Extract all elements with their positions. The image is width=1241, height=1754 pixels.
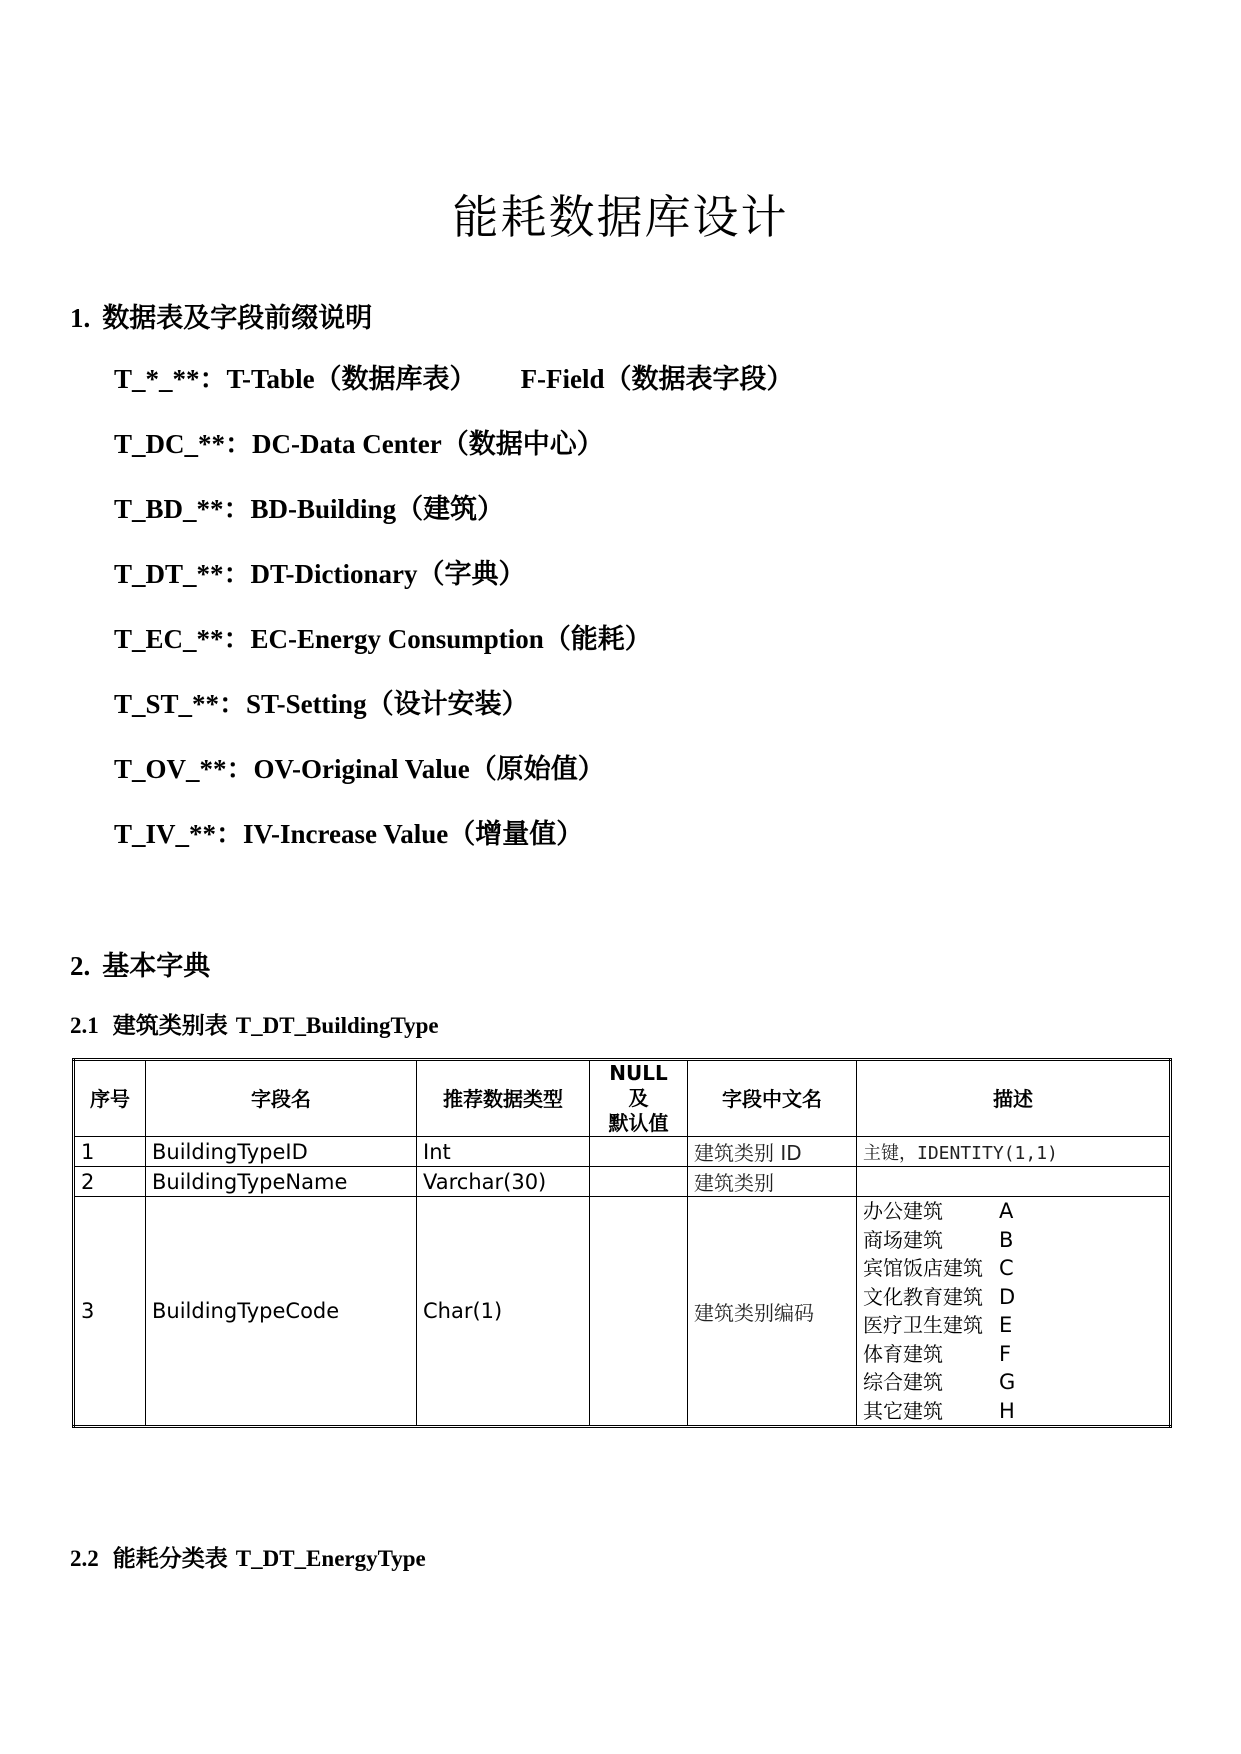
code-list-item — [863, 1226, 1163, 1255]
subsection-2-1-heading — [70, 1007, 439, 1040]
section-1-title: 数据表及字段前缀说明 — [102, 303, 373, 334]
header-null-line1: NULL 及 — [609, 1061, 668, 1110]
section-1-number: 1. — [70, 303, 91, 333]
code-name: 宾馆饭店建筑 — [863, 1256, 983, 1280]
subsection-2-1-title-en: T_DT_BuildingType — [235, 1013, 439, 1038]
subsection-2-2-heading — [70, 1540, 426, 1573]
cell-type: Int — [417, 1137, 590, 1167]
cell-desc-text: 主键，IDENTITY(1,1) — [863, 1142, 1058, 1164]
prefix-line — [114, 552, 526, 591]
cell-field: BuildingTypeName — [146, 1167, 417, 1197]
cell-type: Varchar(30) — [417, 1167, 590, 1197]
code-list-item — [863, 1368, 1163, 1397]
section-2-heading — [70, 944, 210, 983]
subsection-2-1-title-cn: 建筑类别表 — [112, 1012, 228, 1039]
section-1-heading — [70, 296, 372, 335]
code-list-item — [863, 1197, 1163, 1226]
table-row — [74, 1137, 1171, 1167]
prefix-text: T_OV_**：OV-Original Value（原始值） — [114, 754, 605, 784]
prefix-text: T_DC_**：DC-Data Center（数据中心） — [114, 429, 604, 459]
header-desc: 描述 — [857, 1060, 1171, 1137]
cell-cn-name: 建筑类别 — [688, 1167, 857, 1197]
subsection-2-2-title-en: T_DT_EnergyType — [235, 1546, 426, 1571]
cell-cn-name-text: 建筑类别 — [694, 1141, 774, 1165]
code-name: 文化教育建筑 — [863, 1284, 983, 1309]
prefix-line — [114, 422, 604, 461]
table-header-row — [74, 1060, 1171, 1137]
cell-field: BuildingTypeID — [146, 1137, 417, 1167]
cell-desc — [857, 1167, 1171, 1197]
cell-seq: 1 — [74, 1137, 146, 1167]
code-value: F — [999, 1341, 1012, 1366]
code-name: 办公建筑 — [863, 1199, 943, 1223]
code-list-item — [863, 1311, 1163, 1340]
prefix-line — [114, 487, 504, 526]
code-list-item — [863, 1397, 1163, 1426]
header-cn-name: 字段中文名 — [688, 1060, 857, 1137]
cell-seq: 3 — [74, 1197, 146, 1427]
subsection-2-1-number: 2.1 — [70, 1013, 99, 1038]
header-data-type: 推荐数据类型 — [417, 1060, 590, 1137]
header-null-line2: 默认值 — [608, 1111, 669, 1135]
header-null-default — [590, 1060, 688, 1137]
cell-null-default — [590, 1167, 688, 1197]
code-value: A — [999, 1199, 1014, 1223]
code-value: H — [999, 1398, 1015, 1423]
subsection-2-2-title-cn: 能耗分类表 — [112, 1545, 228, 1572]
subsection-2-2-number: 2.2 — [70, 1546, 99, 1571]
header-field-name: 字段名 — [146, 1060, 417, 1137]
code-list-item — [863, 1340, 1163, 1369]
cell-type: Char(1) — [417, 1197, 590, 1427]
prefix-extra-text: F-Field（数据表字段） — [520, 364, 794, 394]
cell-field: BuildingTypeCode — [146, 1197, 417, 1427]
document-title: 能耗数据库设计 — [452, 189, 789, 244]
cell-desc — [857, 1137, 1171, 1167]
code-name: 商场建筑 — [863, 1227, 943, 1252]
header-seq: 序号 — [74, 1060, 146, 1137]
code-value: D — [999, 1284, 1016, 1309]
table-row — [74, 1167, 1171, 1197]
cell-cn-name-suffix: ID — [774, 1141, 802, 1165]
cell-null-default — [590, 1197, 688, 1427]
cell-cn-name — [688, 1137, 857, 1167]
prefix-line — [114, 617, 652, 656]
prefix-line — [114, 682, 529, 721]
cell-cn-name: 建筑类别编码 — [688, 1197, 857, 1427]
code-name: 其它建筑 — [863, 1398, 943, 1423]
code-list-item — [863, 1283, 1163, 1312]
code-name: 综合建筑 — [863, 1370, 943, 1394]
code-value: C — [999, 1256, 1014, 1280]
prefix-text: T_*_**：T-Table（数据库表） — [114, 364, 477, 394]
code-value: E — [999, 1313, 1013, 1337]
prefix-text: T_ST_**：ST-Setting（设计安装） — [114, 689, 529, 719]
building-code-list — [863, 1197, 1163, 1425]
cell-seq: 2 — [74, 1167, 146, 1197]
cell-null-default — [590, 1137, 688, 1167]
table-row — [74, 1197, 1171, 1427]
section-2-number: 2. — [70, 951, 91, 981]
prefix-text: T_IV_**：IV-Increase Value（增量值） — [114, 819, 584, 849]
cell-desc — [857, 1197, 1171, 1427]
code-value: B — [999, 1227, 1014, 1252]
prefix-line — [114, 357, 794, 396]
code-list-item — [863, 1254, 1163, 1283]
prefix-line — [114, 812, 583, 851]
prefix-text: T_DT_**：DT-Dictionary（字典） — [114, 559, 526, 589]
code-value: G — [999, 1370, 1016, 1394]
prefix-line — [114, 747, 605, 786]
building-type-table — [72, 1058, 1172, 1428]
prefix-text: T_EC_**：EC-Energy Consumption（能耗） — [114, 624, 652, 654]
section-2-title: 基本字典 — [102, 951, 211, 982]
prefix-text: T_BD_**：BD-Building（建筑） — [114, 494, 505, 524]
code-name: 体育建筑 — [863, 1341, 943, 1366]
code-name: 医疗卫生建筑 — [863, 1313, 983, 1337]
